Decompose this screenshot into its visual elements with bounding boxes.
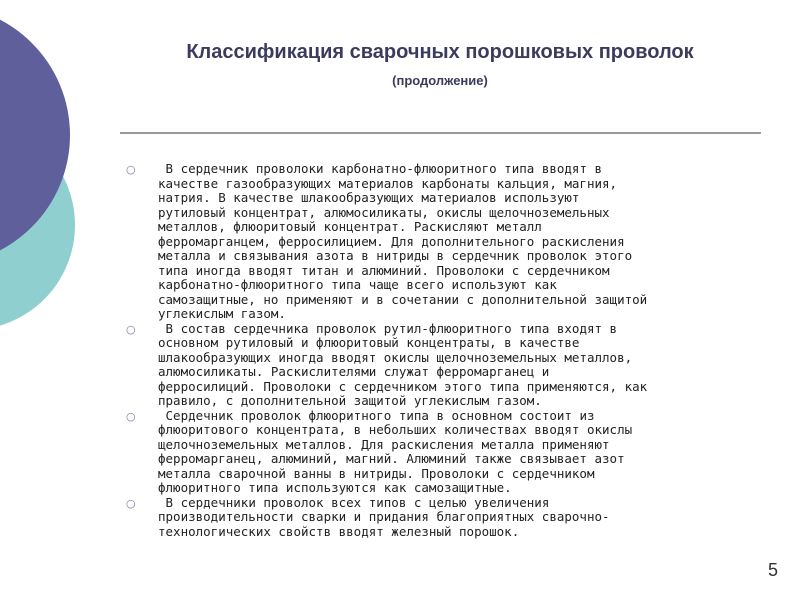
paragraph-rutile-fluorite: В состав сердечника проволок рутил-флюоритного типа входят в основном рутиловый и флюоритовый концентраты, в качестве шлакообразующих иногда вводят окислы щелочноземельных металлов, алюмосиликаты. Раскислителями служат ферромарганец и ферросилиций. Проволоки с сердечником этого типа применяются, как правило, с дополнительной защитой углекислым газом. xyxy=(158,320,648,408)
paragraph-iron-powder: В сердечники проволок всех типов с целью увеличения производительности сварки и придания благоприятных сварочно- технологических свойств вводят железный порошок. xyxy=(158,494,610,539)
page-number: 5 xyxy=(767,560,778,580)
slide-title: Классификация сварочных порошковых проволок xyxy=(186,41,694,63)
paragraph-carbonate-fluorite: В сердечник проволоки карбонатно-флюоритного типа вводят в качестве газообразующих материалов карбонаты кальция, магния, натрия. В качестве шлакообразующих материалов используют рутиловый концентрат, алюмосиликаты, окислы щелочноземельных металлов, флюоритовый концентрат. Раскисляют металл ферромарганцем, ферросилицием. Для дополнительного раскисления металла и связывания азота в нитриды в сердечник проволок этого типа иногда вводят титан и алюминий. Проволоки с сердечником карбонатно-флюоритного типа чаще всего используют как самозащитные, но применяют и в сочетании с дополнительной защитой углекислым газом. xyxy=(158,161,648,321)
bullet-list xyxy=(120,162,760,539)
list-item xyxy=(120,496,760,540)
list-item xyxy=(120,409,760,496)
list-item xyxy=(120,162,760,322)
bullet-circle-icon: ○ xyxy=(126,409,136,423)
slide-subtitle: (продолжение) xyxy=(392,73,488,88)
list-item xyxy=(120,322,760,409)
bullet-circle-icon: ○ xyxy=(126,322,136,336)
paragraph-fluorite: Сердечник проволок флюоритного типа в основном состоит из флюоритового концентрата, в небольших количествах вводят окислы щелочноземельных металлов. Для раскисления металла применяют ферромарганец, алюминий, магний. Алюминий также связывает азот металла сварочной ванны в нитриды. Проволоки с сердечником флюоритного типа используются как самозащитные. xyxy=(158,407,633,495)
bullet-circle-icon: ○ xyxy=(126,496,136,510)
slide-title-block xyxy=(120,40,760,91)
title-divider xyxy=(120,132,761,134)
bullet-circle-icon: ○ xyxy=(126,163,136,176)
decorative-circles xyxy=(0,0,110,600)
